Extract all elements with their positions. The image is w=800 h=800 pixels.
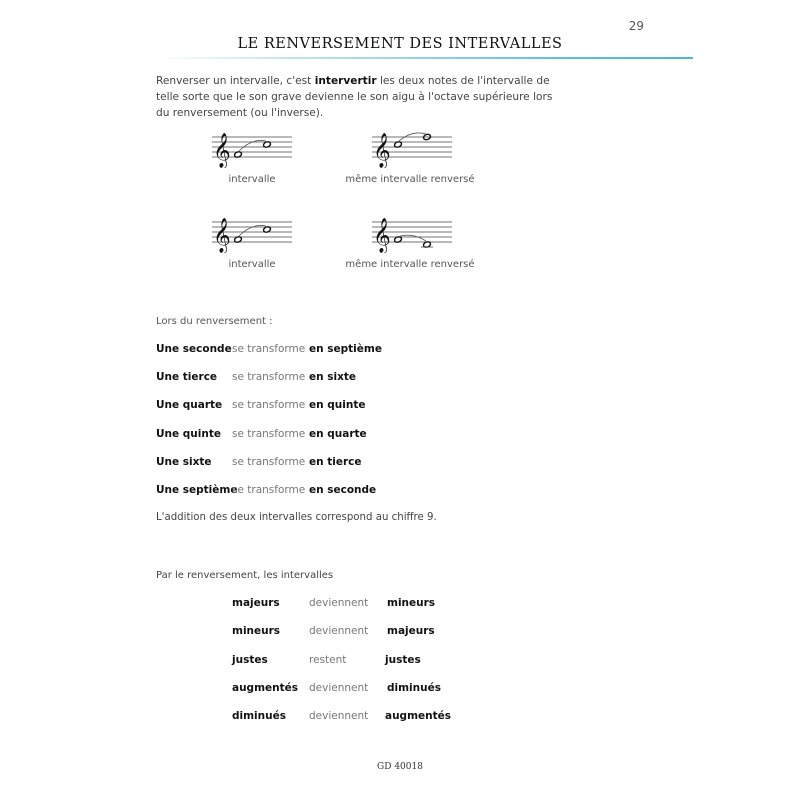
treble-clef-icon: 𝄞 [213,218,231,253]
interval-verb: se transforme [232,399,306,411]
quality-verb: deviennent [309,682,369,694]
quality-to: justes [385,654,421,666]
interval-from: Une seconde [156,343,232,355]
figure-caption: même intervalle renversé [345,174,475,185]
quality-verb: deviennent [309,710,369,722]
staff-example-interval-2 [210,215,295,253]
interval-from: Une quarte [156,399,223,411]
inversion-intro: Lors du renversement : [156,316,273,327]
interval-to: en seconde [309,484,377,496]
treble-clef-icon: 𝄞 [373,218,391,253]
interval-to: en sixte [309,371,357,383]
intro-keyword: intervertir [314,75,377,87]
interval-to: en quinte [309,399,366,411]
footer-code: GD 40018 [377,762,423,772]
intro-text-end: les deux notes de l'intervalle de telle sorte que le son grave devienne le son aigu à l'octave supérieure lors du renversement (ou l'inverse). [156,75,553,119]
interval-verb: se transforme [232,371,306,383]
figure-caption: intervalle [228,174,276,185]
quality-to: diminués [387,682,441,694]
interval-from: Une sixte [156,456,212,468]
staff-example-inverted-2 [370,215,455,253]
quality-verb: deviennent [309,597,369,609]
staff-example-inverted-1 [370,130,455,168]
page-number: 29 [628,19,644,33]
intro-paragraph [156,73,561,121]
staff-example-interval-1 [210,130,295,168]
figure-caption: même intervalle renversé [345,259,475,270]
quality-from: diminués [232,710,286,722]
quality-verb: deviennent [309,625,369,637]
inversion-note: L'addition des deux intervalles correspond au chiffre 9. [156,512,437,523]
interval-verb: se transforme [232,343,306,355]
quality-from: justes [232,654,268,666]
interval-from: Une septième [156,484,238,496]
quality-from: majeurs [232,597,280,609]
page-title: LE RENVERSEMENT DES INTERVALLES [237,36,563,52]
quality-to: majeurs [387,625,435,637]
interval-from: Une quinte [156,428,221,440]
interval-verb: se transforme [232,484,306,496]
interval-to: en septième [309,343,382,355]
treble-clef-icon: 𝄞 [373,133,391,168]
interval-verb: se transforme [232,456,306,468]
quality-from: augmentés [232,682,299,694]
quality-to: augmentés [385,710,452,722]
quality-verb: restent [309,654,347,666]
intro-text-start: Renverser un intervalle, c'est [156,75,315,87]
qualities-intro: Par le renversement, les intervalles [156,570,334,581]
quality-from: mineurs [232,625,281,637]
interval-from: Une tierce [156,371,218,383]
figure-caption: intervalle [228,259,276,270]
interval-verb: se transforme [232,428,306,440]
title-rule [156,57,693,59]
interval-to: en tierce [309,456,362,468]
quality-to: mineurs [387,597,436,609]
treble-clef-icon: 𝄞 [213,133,231,168]
interval-to: en quarte [309,428,367,440]
